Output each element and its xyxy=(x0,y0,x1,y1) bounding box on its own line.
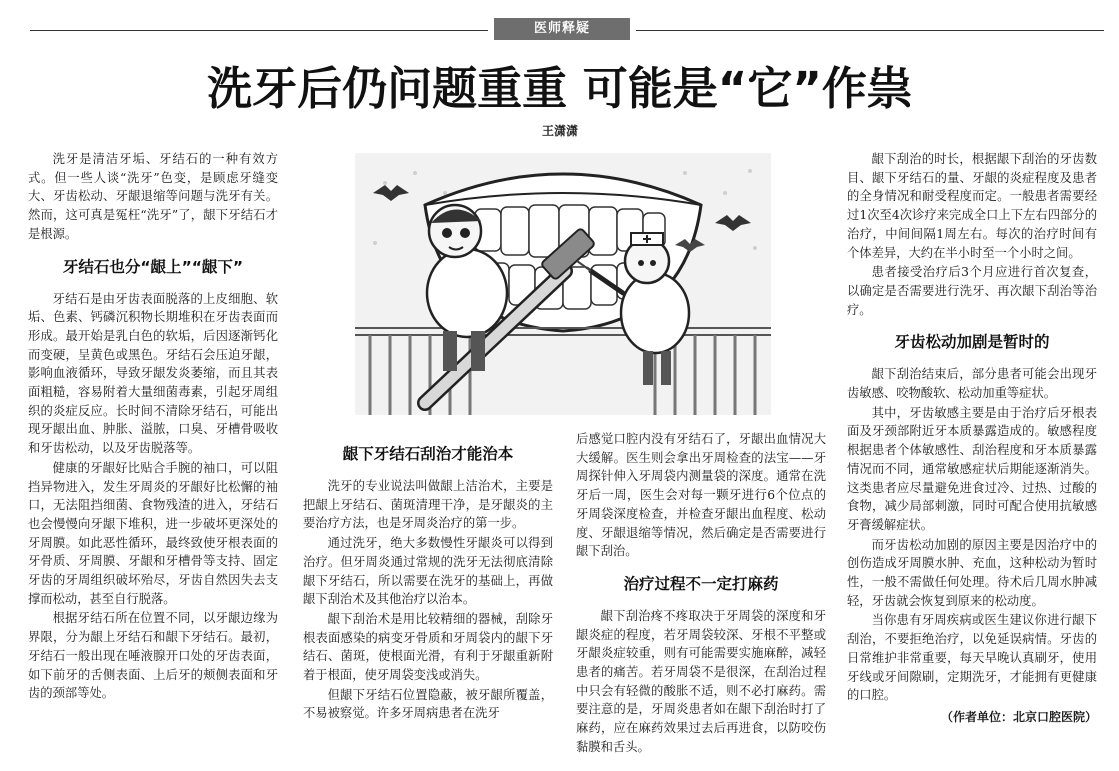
paragraph: 当你患有牙周疾病或医生建议你进行龈下刮治，不要拒绝治疗，以免延误病情。牙齿的日常维护非常重要，每天早晚认真刷牙，使用牙线或牙间隙刷，定期洗牙，才能拥有更健康的口腔。 xyxy=(847,613,1097,703)
paragraph: 根据牙结石所在位置不同，以牙龈边缘为界限，分为龈上牙结石和龈下牙结石。最初，牙结石一般出现在唾液腺开口处的牙齿表面，如下前牙的舌侧表面、上后牙的颊侧表面和牙齿的颈部等处。 xyxy=(28,611,278,701)
subheading-anesthesia: 治疗过程不一定打麻药 xyxy=(623,574,779,593)
paragraph: 其中，牙齿敏感主要是由于治疗后牙根表面及牙颈部附近牙本质暴露造成的。敏感程度根据患者个体敏感性、刮治程度和牙本质暴露情况而不同，通常敏感症状后期能逐渐消失。这类患者应尽量避免进食过冷、过热、过酸的食物，减少局部刺激，同时可配合使用抗敏感牙膏缓解症状。 xyxy=(847,405,1097,532)
column-3 xyxy=(576,430,826,758)
paragraph: 龈下刮治的时长，根据龈下刮治的牙齿数目、龈下牙结石的量、牙龈的炎症程度及患者的全身情况和耐受程度而定。一般患者需要经过1次至4次诊疗来完成全口上下左右四部分的治疗，中间间隔1周左右。每次的治疗时间有个体差异，大约在半小时至一个小时之间。 xyxy=(847,152,1097,260)
paragraph: 龈下刮治疼不疼取决于牙周袋的深度和牙龈炎症的程度，若牙周袋较深、牙根不平整或牙龈炎症较重，则有可能需要实施麻醉，减轻患者的痛苦。若牙周袋不是很深，在刮治过程中只会有轻微的酸胀不适，则不必打麻药。需要注意的是，牙周炎患者如在龈下刮治时打了麻药，应在麻药效果过去后再进食，以防咬伤黏膜和舌头。 xyxy=(576,608,826,754)
column-4 xyxy=(847,150,1097,727)
paragraph: 通过洗牙，绝大多数慢性牙龈炎可以得到治疗。但牙周炎通过常规的洗牙无法彻底清除龈下牙结石，所以需要在洗牙的基础上，再做龈下刮治术及其他治疗以治本。 xyxy=(303,536,553,607)
paragraph: 后感觉口腔内没有牙结石了，牙龈出血情况大大缓解。医生则会拿出牙周检查的法宝——牙周探针伸入牙周袋内测量袋的深度。通常在洗牙后一周，医生会对每一颗牙进行6个位点的牙周袋深度检查，并检查牙龈出血程度、松动度、牙龈退缩等情况，然后确定是否需要进行龈下刮治。 xyxy=(576,432,826,559)
paragraph: 洗牙的专业说法叫做龈上洁治术，主要是把龈上牙结石、菌斑清理干净，是牙龈炎的主要治疗方法，也是牙周炎治疗的第一步。 xyxy=(303,479,553,531)
headline: 洗牙后仍问题重重 可能是“它”作祟 xyxy=(207,62,912,115)
illustration-svg xyxy=(355,153,771,415)
paragraph: 而牙齿松动加剧的原因主要是因治疗中的创伤造成牙周膜水肿、充血，这种松动为暂时性，一般不需做任何处理。待术后几周水肿减轻，牙齿就会恢复到原来的松动度。 xyxy=(847,537,1097,608)
author-byline: 王潇潇 xyxy=(541,124,578,138)
paragraph: 牙结石是由牙齿表面脱落的上皮细胞、软垢、色素、钙磷沉积物长期堆积在牙齿表面而形成。最开始是乳白色的软垢，后因逐渐钙化而变硬，呈黄色或黑色。牙结石会压迫牙龈，影响血液循环，导致牙龈发炎萎缩，而且其表面粗糙，容易附着大量细菌毒素，引起牙周组织的炎症反应。长时间不清除牙结石，可能出现牙龈出血、肿胀、溢脓，口臭、牙槽骨吸收和牙齿松动，以及牙齿脱落等。 xyxy=(28,291,278,456)
paragraph: 但龈下牙结石位置隐蔽，被牙龈所覆盖，不易被察觉。许多牙周病患者在洗牙 xyxy=(303,687,553,721)
top-rule-left xyxy=(30,30,488,31)
section-tag: 医师释疑 xyxy=(494,18,630,40)
paragraph: 龈下刮治结束后，部分患者可能会出现牙齿敏感、咬物酸软、松动加重等症状。 xyxy=(847,367,1097,401)
author-affiliation: （作者单位：北京口腔医院） xyxy=(940,709,1097,724)
subheading-calculus-types: 牙结石也分“龈上”“龈下” xyxy=(62,257,244,276)
paragraph: 健康的牙龈好比贴合手腕的袖口，可以阻挡异物进入，发生牙周炎的牙龈好比松懈的袖口，无法阻挡细菌、食物残渣的进入，牙结石也会慢慢向牙龈下堆积，进一步破坏更深处的牙周膜。如此恶性循环，最终致使牙根表面的牙骨质、牙周膜、牙龈和牙槽骨等支持、固定牙齿的牙周组织破坏殆尽，牙齿自然因失去支撑而松动，甚至自行脱落。 xyxy=(28,460,278,606)
top-rule-right xyxy=(636,30,1104,31)
column-1 xyxy=(28,150,278,704)
subheading-subgingival-scaling: 龈下牙结石刮治才能治本 xyxy=(342,445,514,463)
paragraph: 龈下刮治术是用比较精细的器械，刮除牙根表面感染的病变牙骨质和牙周袋内的龈下牙结石、菌斑，使根面光滑，有利于牙龈重新附着于根面，使牙周袋变浅或消失。 xyxy=(303,611,553,683)
intro-paragraph: 洗牙是清洁牙垢、牙结石的一种有效方式。但一些人谈“洗牙”色变，是顾虑牙缝变大、牙齿松动、牙龈退缩等问题与洗牙有关。然而，这可真是冤枉“洗牙”了，龈下牙结石才是根源。 xyxy=(28,152,278,241)
dental-cartoon-illustration xyxy=(355,153,771,415)
column-2 xyxy=(303,431,553,724)
subheading-loosening-temporary: 牙齿松动加剧是暂时的 xyxy=(894,333,1050,352)
paragraph: 患者接受治疗后3个月应进行首次复查，以确定是否需要进行洗牙、再次龈下刮治等治疗。 xyxy=(847,265,1097,317)
